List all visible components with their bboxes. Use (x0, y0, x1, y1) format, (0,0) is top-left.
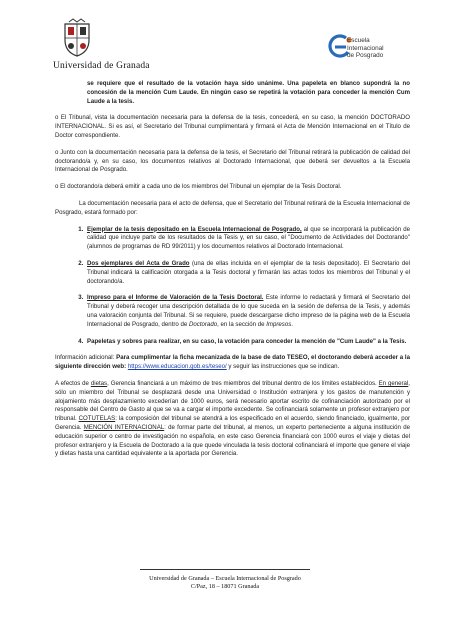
dietas-text: : de formar parte del tribunal, al menos, un experto perteneciente a alguna institución de educación superior o centro de investigación no española, en este caso Gerencia financiará con 1000 euros el viaje y dietas del profesor extranjero y la Escuela de Doctorado a la que quede vinculada la tesis doctoral cofinanciará el importe que genere el viaje y dietas hasta una cantidad equivalente a la aportada por Gerencia. (55, 423, 410, 458)
teseo-link[interactable]: https://www.educacion.gob.es/teseo/ (127, 363, 227, 371)
documentation-list (55, 226, 410, 347)
footer-divider (140, 569, 310, 570)
list-item-body: (una de ellas incluida en el ejemplar de la tesis depositado). El Secretario del Tribunal indicará la calificación otorgada a la Tesis doctoral y firmarán las actas todos los miembros del Tribunal y el doctorando/a. (87, 259, 410, 285)
additional-info (55, 354, 410, 372)
bullet-paragraph: o El Tribunal, vista la documentación necesaria para la defensa de la tesis, concederá, en su caso, la mención DOCTORADO INTERNACIONAL. Si es así, el Secretario del Tribunal cumplimentará y firmará el Acta de Mención Internacional en el Título de Doctor correspondiente. (55, 114, 410, 139)
list-item-italic: Doctorado (188, 320, 218, 328)
school-name-line: Escuela (347, 37, 370, 44)
info-tail: y seguir las instrucciones que se indican. (226, 363, 340, 371)
page-footer (0, 575, 450, 591)
list-item-title: Impreso para el Informe de Valoración de la Tesis Doctoral. (87, 294, 264, 302)
document-body (55, 80, 410, 467)
school-name (347, 37, 384, 60)
intro-paragraph: se requiere que el resultado de la votación haya sido unánime. Una papeleta en blanco supondrá la no concesión de la mención Cum Laude. En ningún caso se repetirá la votación para conceder la mención Cum Laude a la tesis. (87, 80, 410, 105)
bullet-paragraph: o El doctorando/a deberá emitir a cada uno de los miembros del Tribunal un ejemplar de la Tesis Doctoral. (55, 183, 342, 191)
school-name-line: de Posgrado (347, 52, 384, 59)
list-item (85, 338, 410, 347)
dietas-text: , Gerencia financiará a un máximo de tres miembros del tribunal dentro de los límites establecidos. (107, 379, 379, 387)
list-item-title: Papeletas y sobres para realizar, en su caso, la votación para conceder la mención de "Cum Laude" a la Tesis. (87, 337, 407, 345)
footer-line-2: C/Paz, 18 – 18071 Granada (190, 583, 260, 590)
info-lead: Información adicional: (55, 354, 117, 362)
documentation-intro: La documentación necesaria para el acto de defensa, que el Secretario del Tribunal retirará de la Escuela Internacional de Posgrado, estará formado por: (55, 199, 410, 216)
dietas-text: : la composición del tribunal se atendrá a los especificado en el acuerdo, siendo financiado, igualmente, por Gerencia. (55, 415, 411, 431)
list-item (85, 294, 410, 329)
info-bold: Para cumplimentar la ficha mecanizada de la base de dato TESEO, el doctorando deberá acceder a la siguiente dirección web: (55, 354, 410, 371)
dietas-underlined: COTUTELAS (78, 415, 116, 423)
list-item-italic: Impresos (266, 320, 292, 328)
dietas-underlined: MENCIÓN INTERNACIONAL (83, 423, 165, 431)
dietas-text: , sólo un miembro del Tribunal se desplazará desde una Universidad o Institución extranjera y los gastos de manutención y alojamiento más desplazamiento excederían de 1000 euros, será necesario aportar escrito de cofinanciación autorizado por el responsable del Centro de Gasto al que se va a cargar el importe excedente. Se cofinanciará solamente un profesor extranjero por tribunal. (55, 379, 410, 423)
university-crest-icon (57, 18, 97, 58)
list-item-body: . (291, 320, 293, 328)
bullet-paragraph: o Junto con la documentación necesaria para la defensa de la tesis, el Secretario del Tribunal retirará la publicación de calidad del doctorando/a y, en su caso, los documentos relativos al Doctorado Internacional, que deberá ser devueltos a la Escuela Internacional de Posgrado. (55, 148, 410, 174)
footer-line-1: Universidad de Granada – Escuela Internacional de Posgrado (149, 575, 301, 582)
school-name-line: Internacional (347, 44, 384, 52)
dietas-text: A efectos de (55, 379, 91, 387)
list-item-title: Ejemplar de la tesis depositado en la Escuela Internacional de Posgrado, (87, 225, 302, 233)
dietas-paragraph (55, 380, 410, 459)
list-item (85, 226, 410, 252)
dietas-underlined: En general (378, 379, 409, 387)
page-header (0, 0, 450, 70)
list-item-body: al que se incorporará la publicación de calidad que incluye parte de los resultados de la Tesis y, en su caso, el "Documento de Actividades del Doctorando" (alumnos de programas de RD 99/2011) y los documentos relativos al Doctorado Internacional. (87, 225, 410, 251)
list-item-body: , en la sección de (217, 320, 267, 328)
dietas-underlined: dietas (90, 379, 108, 387)
list-item-title: Dos ejemplares del Acta de Grado (87, 259, 190, 267)
list-item-body: Este informe lo redactará y firmará el Secretario del Tribunal y deberá recoger una descripción detallada de lo que suceda en la sesión de defensa de la Tesis, y además una valoración conjunta del Tribunal. Si se requiere, puede descargarse dicho impreso de la página web de la Escuela Internacional de Posgrado, dentro de (87, 294, 410, 328)
list-item (85, 260, 410, 286)
university-name: Universidad de Granada (53, 61, 150, 71)
